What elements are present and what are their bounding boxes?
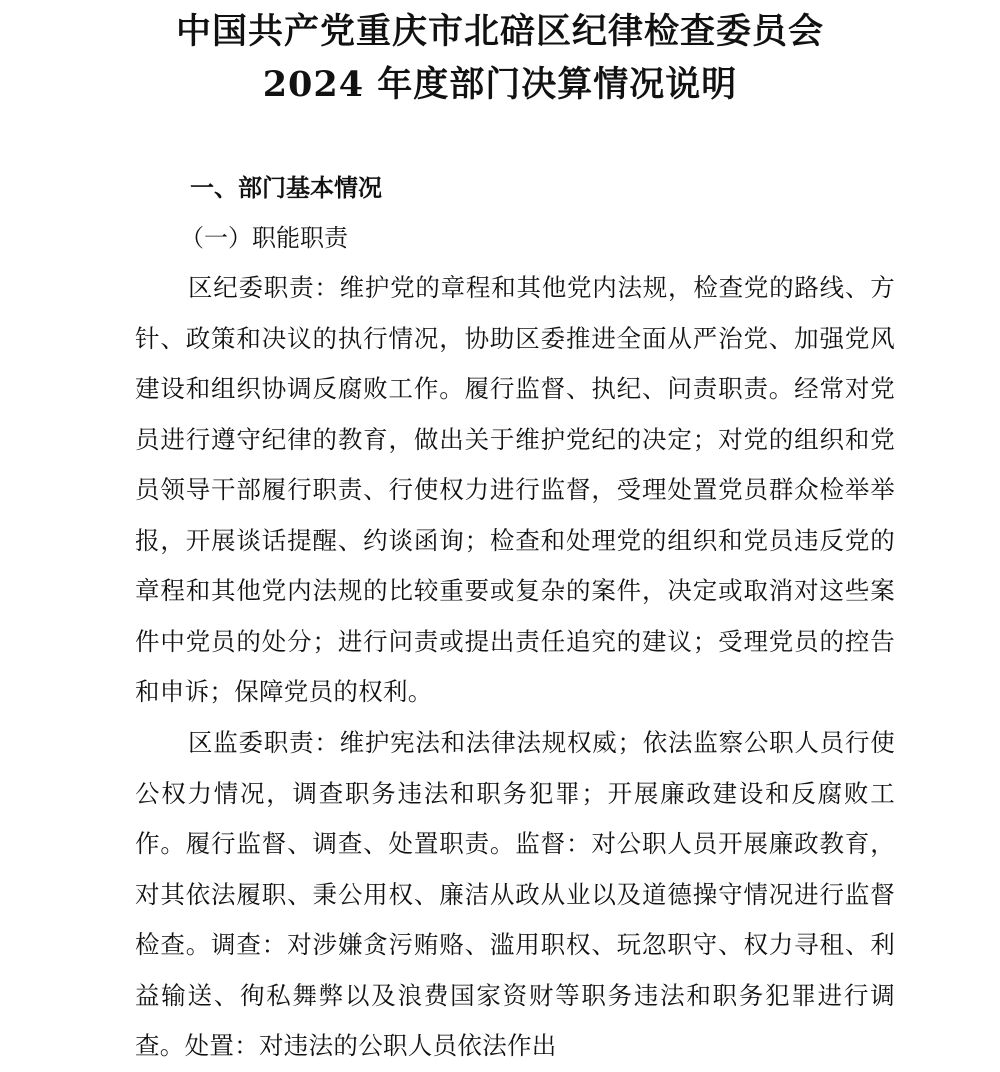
document-title-line1: 中国共产党重庆市北碚区纪律检查委员会 [175, 11, 824, 52]
subsection-heading: （一）职能职责 [180, 224, 348, 252]
document-title-line2: 2024 年度部门决算情况说明 [262, 64, 738, 105]
paragraph-district-commission-duties: 区纪委职责：维护党的章程和其他党内法规，检查党的路线、方针、政策和决议的执行情况，协助区委推进全面从严治党、加强党风建设和组织协调反腐败工作。履行监督、执纪、问责职责。经常对党员进行遵守纪律的教育，做出关于维护党纪的决定；对党的组织和党员领导干部履行职责、行使权力进行监督，受理处置党员群众检举举报，开展谈话提醒、约谈函询；检查和处理党的组织和党员违反党的章程和其他党内法规的比较重要或复杂的案件，决定或取消对这些案件中党员的处分；进行问责或提出责任追究的建议；受理党员的控告和申诉；保障党员的权利。 [135, 273, 895, 706]
section-heading: 一、部门基本情况 [190, 174, 382, 202]
paragraph-district-supervision-duties: 区监委职责：维护宪法和法律法规权威；依法监察公职人员行使公权力情况，调查职务违法和职务犯罪；开展廉政建设和反腐败工作。履行监督、调查、处置职责。监督：对公职人员开展廉政教育，对其依法履职、秉公用权、廉洁从政从业以及道德操守情况进行监督检查。调查：对涉嫌贪污贿赂、滥用职权、玩忽职守、权力寻租、利益输送、徇私舞弊以及浪费国家资财等职务违法和职务犯罪进行调查。处置：对违法的公职人员依法作出 [135, 728, 895, 1060]
